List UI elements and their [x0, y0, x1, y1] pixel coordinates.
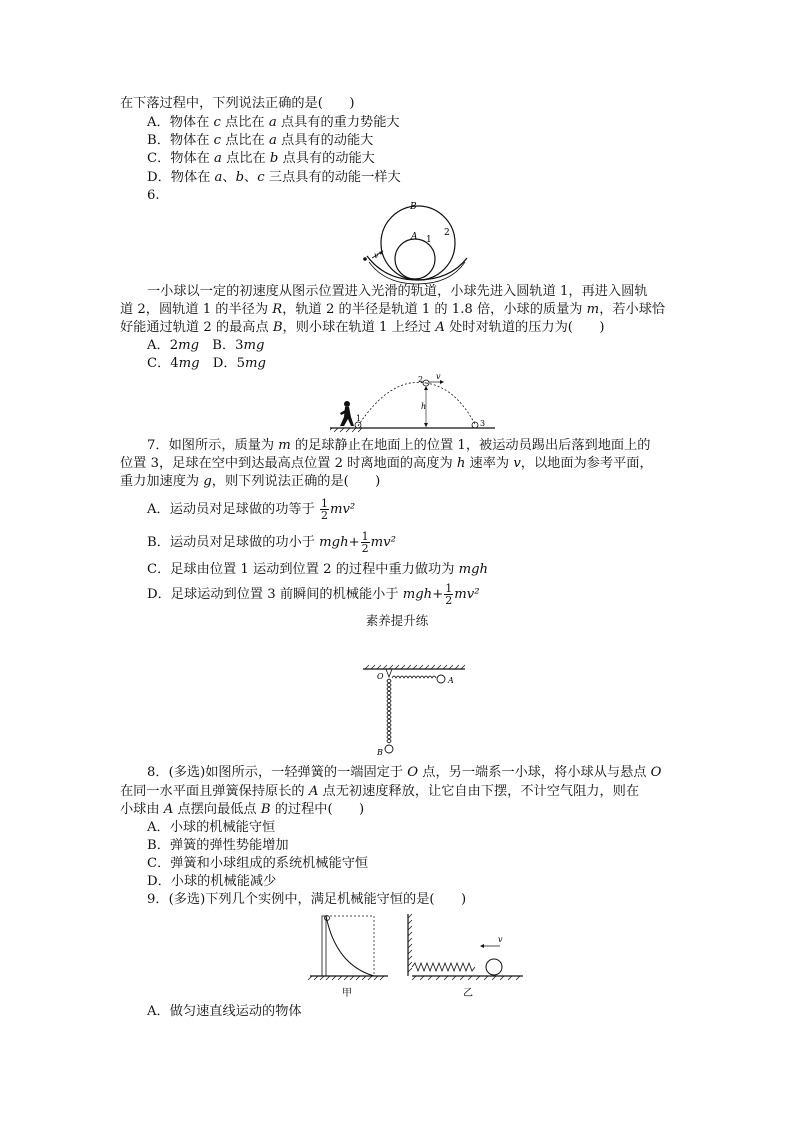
q5-option-c: C．物体在 a 点比在 b 点具有的动能大: [147, 151, 375, 166]
label-2: 2: [444, 228, 450, 238]
label-3: 3: [480, 419, 486, 428]
trajectory-up: [358, 382, 426, 426]
trajectory-down: [426, 383, 475, 424]
label-v: v: [374, 251, 379, 260]
q6-options-cd: C．4mg D．5mg: [147, 356, 266, 371]
block-ball: [486, 959, 502, 975]
section-title: 素养提升练: [365, 613, 429, 628]
q8-stem-line2: 在同一水平面且弹簧保持原长的 A 点无初速度释放，让它自由下摆，不计空气阻力，则在: [120, 784, 640, 799]
q6-options-ab: A．2mg B．3mg: [147, 338, 265, 353]
q5-stem-tail: 在下落过程中，下列说法正确的是( ): [120, 96, 355, 111]
q5-option-d: D．物体在 a、b、c 三点具有的动能一样大: [147, 170, 401, 185]
label-1: 1: [356, 414, 362, 423]
label-jia: 甲: [342, 988, 352, 999]
ball-at-a: [437, 675, 445, 683]
outer-track-edge: [369, 262, 465, 284]
q6-track-figure: [355, 198, 475, 286]
label-yi: 乙: [463, 988, 473, 999]
q9-figures: [308, 910, 533, 1000]
q7-stem-line3: 重力加速度为 g，则下列说法正确的是( ): [120, 474, 381, 489]
q5-option-a: A．物体在 c 点比在 a 点具有的重力势能大: [147, 115, 400, 130]
curved-slope: [326, 916, 374, 976]
pivot-o: [386, 669, 392, 677]
q7-option-c: C．足球由位置 1 运动到位置 2 的过程中重力做功为 mgh: [147, 562, 489, 577]
label-b: B: [410, 202, 417, 212]
q7-option-b: B．运动员对足球做的功小于 mgh+ $\frac{1}{2}$ mv²: [147, 530, 396, 555]
horizontal-spring: [392, 676, 436, 678]
spring: [412, 963, 475, 971]
q8-stem-line1: 8．(多选)如图所示，一轻弹簧的一端固定于 O 点，另一端系一小球，将小球从与悬点 O: [147, 765, 662, 780]
label-b: B: [377, 748, 383, 757]
label-1: 1: [426, 235, 432, 245]
track-1-circle: [395, 239, 435, 279]
q7-football-figure: [330, 373, 500, 433]
label-h: h: [421, 402, 427, 411]
q8-option-c: C．弹簧和小球组成的系统机械能守恒: [147, 856, 369, 871]
outer-track: [367, 256, 467, 280]
label-v: v: [436, 373, 441, 381]
q7-option-a: A．运动员对足球做的功等于 $\frac{1}{2}$ mv²: [147, 497, 356, 522]
q8-stem-line3: 小球由 A 点摆向最低点 B 的过程中( ): [120, 802, 365, 817]
q7-stem-line1: 7．如图所示，质量为 m 的足球静止在地面上的位置 1，被运动员踢出后落到地面上的: [147, 438, 651, 453]
q8-option-a: A．小球的机械能守恒: [147, 820, 276, 835]
ball-position-3: [472, 422, 478, 428]
player-icon: [340, 401, 354, 426]
q6-stem-line2: 道 2，圆轨道 1 的半径为 R，轨道 2 的半径是轨道 1 的 1.8 倍，小球的质量为 m，若小球恰: [120, 302, 666, 317]
q8-option-d: D．小球的机械能减少: [147, 874, 277, 889]
q6-stem-line3: 好能通过轨道 2 的最高点 B，则小球在轨道 1 上经过 A 处时对轨道的压力为( ): [120, 320, 605, 335]
q6-number: 6.: [147, 188, 160, 203]
ball-mark: [363, 257, 367, 261]
q5-option-b: B．物体在 c 点比在 a 点具有的动能大: [147, 133, 374, 148]
label-a: A: [448, 676, 454, 685]
q8-spring-figure: [355, 663, 470, 763]
q9-stem: 9．(多选)下列几个实例中，满足机械能守恒的是( ): [147, 892, 467, 907]
q9-option-a: A．做匀速直线运动的物体: [147, 1004, 302, 1019]
label-a: A: [411, 232, 418, 242]
label-v: v: [498, 935, 503, 944]
label-2: 2: [418, 375, 424, 384]
label-o: O: [377, 672, 384, 681]
ball-at-b: [385, 745, 393, 753]
q6-stem-line1: 一小球以一定的初速度从图示位置进入光滑的轨道，小球先进入圆轨道 1，再进入圆轨: [147, 284, 648, 299]
track-2-circle: [381, 206, 455, 280]
q7-stem-line2: 位置 3，足球在空中到达最高点位置 2 时离地面的高度为 h 速率为 v，以地面为参考平面，: [120, 456, 653, 471]
q8-option-b: B．弹簧的弹性势能增加: [147, 838, 289, 853]
q7-option-d: D．足球运动到位置 3 前瞬间的机械能小于 mgh+ $\frac{1}{2}$ mv²: [147, 582, 480, 607]
